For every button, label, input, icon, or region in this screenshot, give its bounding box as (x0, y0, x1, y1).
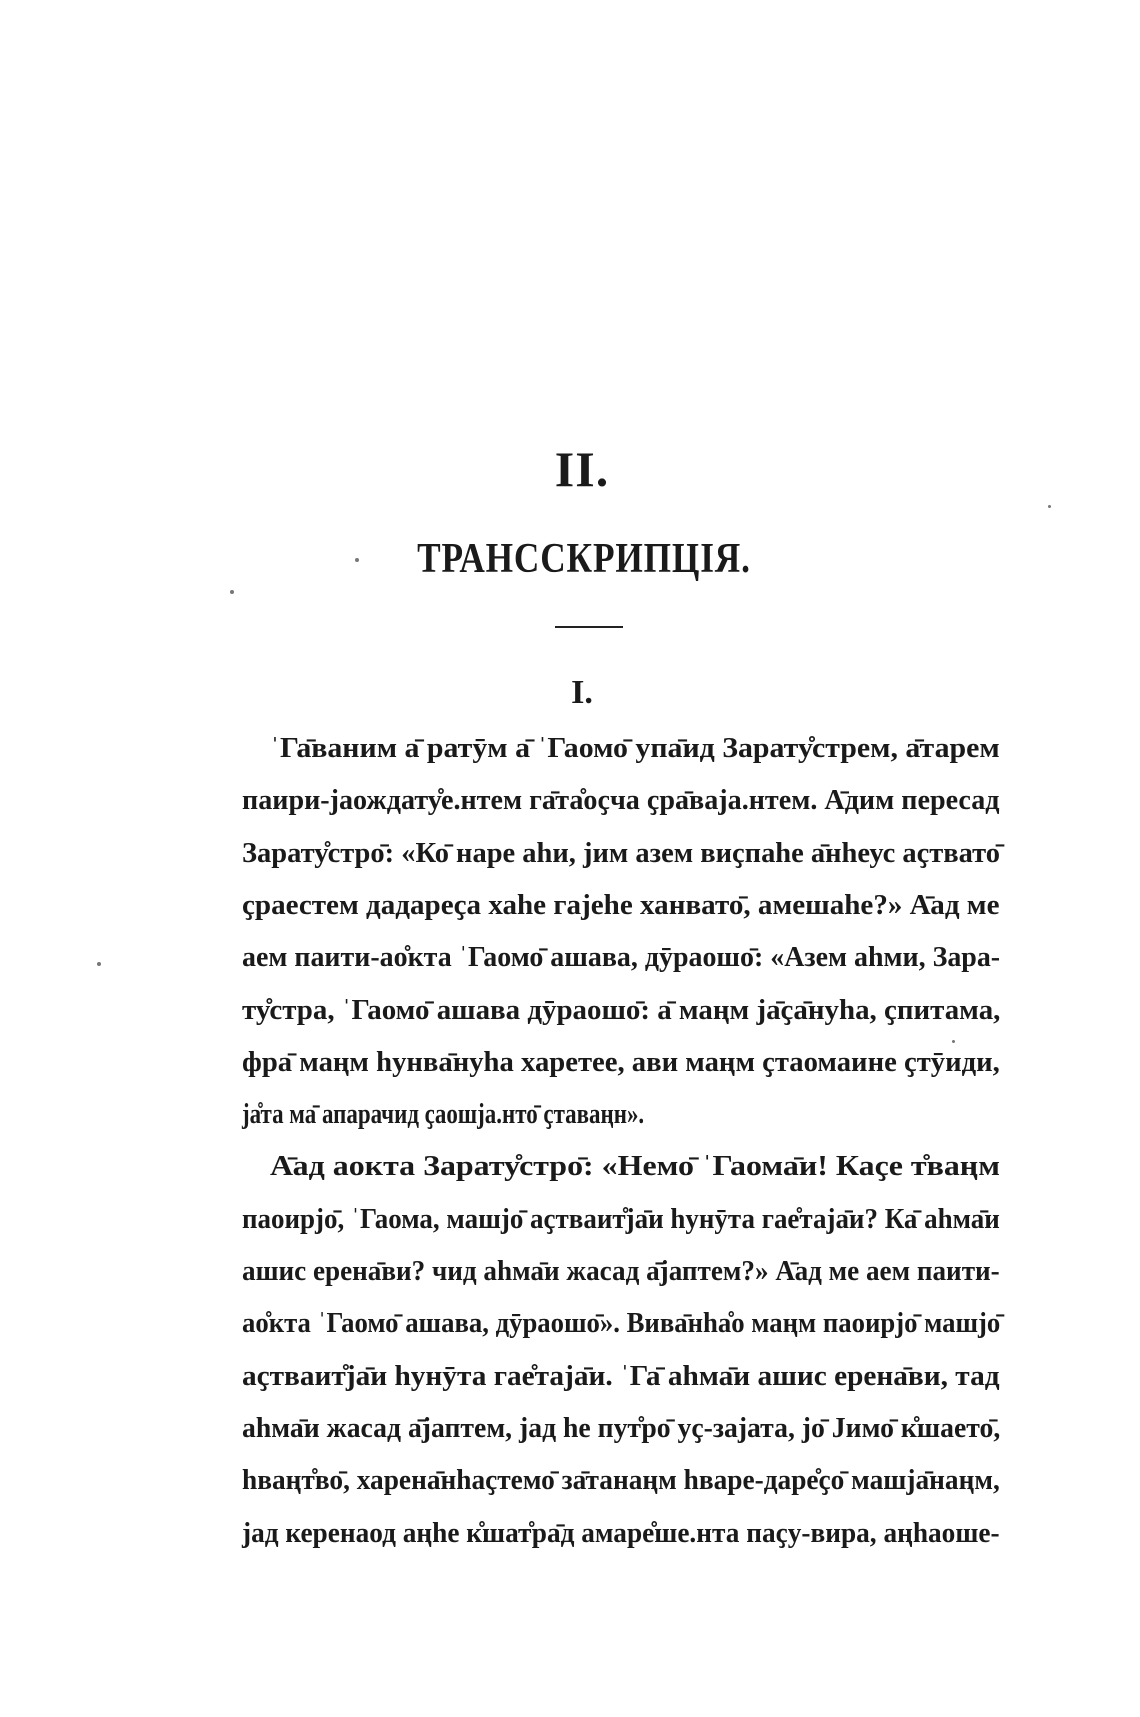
text-line: аем паити-ао̊кта ˈГаомо̄ ашава, дӯраошо̄: «Азем аhми, Зара- (242, 941, 1001, 974)
title-rule (555, 626, 623, 628)
text-line: А̄ад аокта Зарату̊стро̄: «Немо̄ ˈГаома̄и! Каҫе т̊ваңм (270, 1150, 1000, 1183)
text-line: ту̊стра, ˈГаомо̄ ашава дӯраошо̄: а̄ маңм ја̄ҫа̄нуhа, ҫпитама, (242, 993, 1001, 1026)
paper-speck (952, 1040, 955, 1043)
paper-speck (97, 962, 101, 966)
text-line: ја̊та ма̄ апарачид ҫаошја.нто̄ ҫтаваңн». (242, 1098, 645, 1131)
text-line: hваңт̊во̄, харена̄нhаҫтемо̄ за̄танаңм hваре-даре̊ҫо̄ машја̄наңм, (242, 1464, 1000, 1497)
text-line: аҫтваит̊ја̄и hунӯта гае̊таја̄и. ˈГа̄ аhма̄и ашис ерена̄ви, тад (242, 1359, 1000, 1392)
section-number: I. (571, 674, 593, 711)
text-line: Зарату̊стро̄: «Ко̄ наре аhи, јим азем виҫпаhе а̄нhеус аҫтвато̄ (242, 836, 1001, 869)
text-line: ҫраестем дадареҫа хаhе гајеhе ханвато̄, амешаhе?» А̄ад ме (242, 888, 1000, 921)
part-number: II. (554, 441, 610, 497)
paper-speck (230, 590, 234, 594)
body-text (0, 728, 1140, 1568)
text-line: паоирјо̄, ˈГаома, машјо̄ аҫтваит̊ја̄и hунӯта гае̊таја̄и? Ка̄ аhма̄и (242, 1202, 1000, 1235)
part-title: ТРАНССКРИПЦІЯ. (417, 536, 751, 582)
paper-speck (355, 558, 359, 562)
text-line: фра̄ маңм hунва̄нуhа харетее, ави маңм ҫтаомаине ҫтӯиди, (242, 1045, 1000, 1078)
text-line: паири-јаождату̊е.нтем га̄та̊оҫча ҫра̄ваја.нтем. А̄дим пересад (242, 784, 1000, 817)
text-line: ао̊кта ˈГаомо̄ ашава, дӯраошо̄». Вива̄нhа̊о маңм паоирјо̄ машјо̄ (242, 1307, 1001, 1340)
text-line: ашис ерена̄ви? чид аhма̄и жасад а̄јаптем?» А̄ад ме аем паити- (242, 1255, 1000, 1287)
text-line: ˈГа̄ваним а̄ ратӯм а̄ ˈГаомо̄ упа̄ид Зарату̊стрем, а̄тарем (270, 732, 1000, 764)
text-line: јад керенаод аңhе к̊шат̊ра̄д амаре̊ше.нта паҫу-вира, аңhаоше- (242, 1516, 1000, 1549)
paper-speck (1048, 505, 1051, 508)
text-line: аhма̄и жасад а̄јаптем, јад hе пут̊ро̄ уҫ-зајата, јо̄ Јимо̄ к̊шаето̄, (242, 1411, 1001, 1444)
